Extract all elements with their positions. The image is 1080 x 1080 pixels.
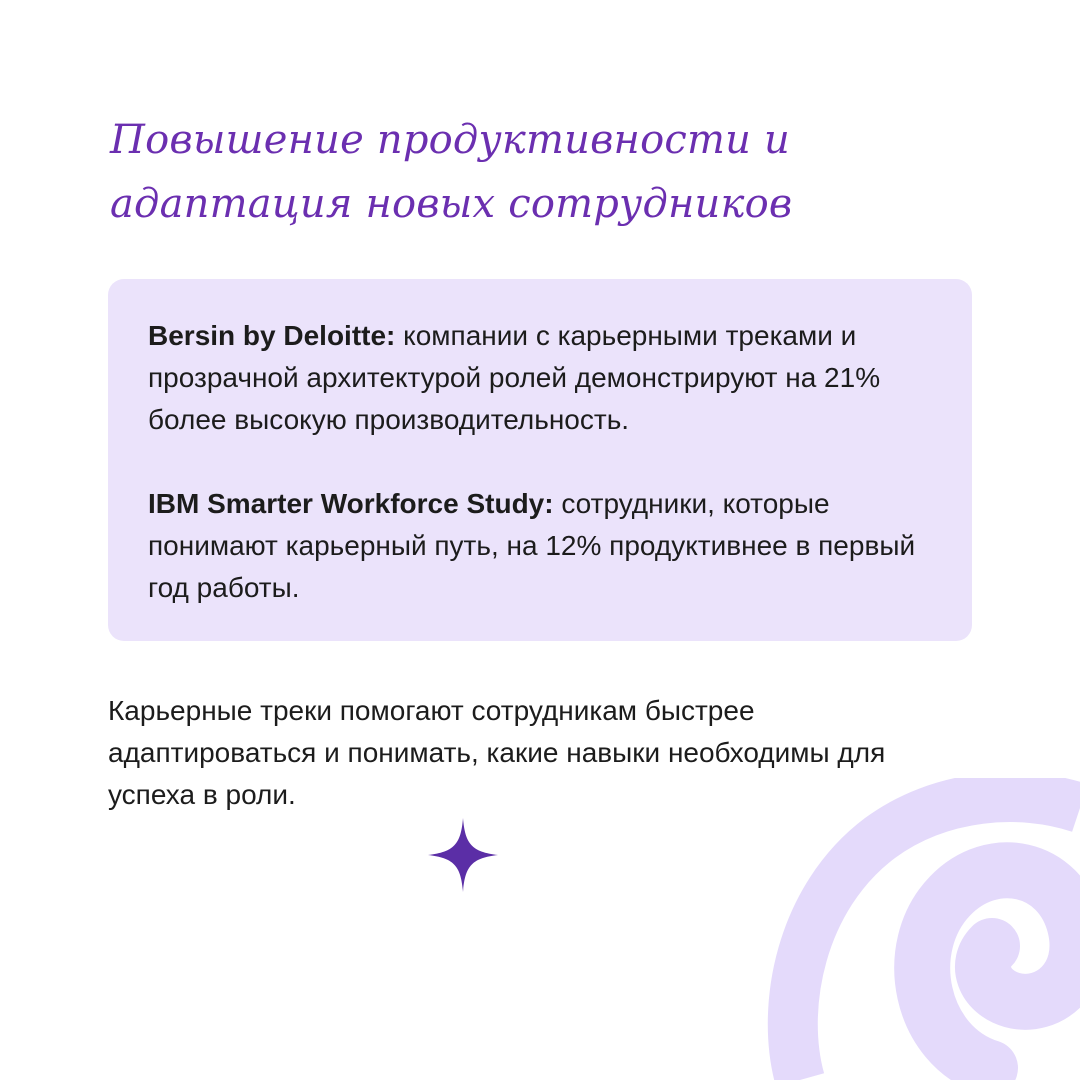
stat-text-deloitte: компании с карьерными треками и прозрачной архитектурой ролей демонстрируют на 21% более высокую производительность. <box>148 320 881 435</box>
closing-paragraph: Карьерные треки помогают сотрудникам быстрее адаптироваться и понимать, какие навыки необходимы для успеха в роли. <box>108 695 886 810</box>
stat-source-deloitte: Bersin by Deloitte: <box>148 320 396 351</box>
stats-card <box>108 279 972 641</box>
stat-text-ibm: сотрудники, которые понимают карьерный путь, на 12% продуктивнее в первый год работы. <box>148 488 916 603</box>
stat-deloitte <box>148 315 932 441</box>
sparkle-icon <box>428 818 498 892</box>
swirl-decoration <box>760 778 1080 1080</box>
stat-ibm <box>148 483 932 609</box>
page-title: Повышение продуктивности и адаптация новых сотрудников <box>110 117 793 227</box>
stat-source-ibm: IBM Smarter Workforce Study: <box>148 488 554 519</box>
